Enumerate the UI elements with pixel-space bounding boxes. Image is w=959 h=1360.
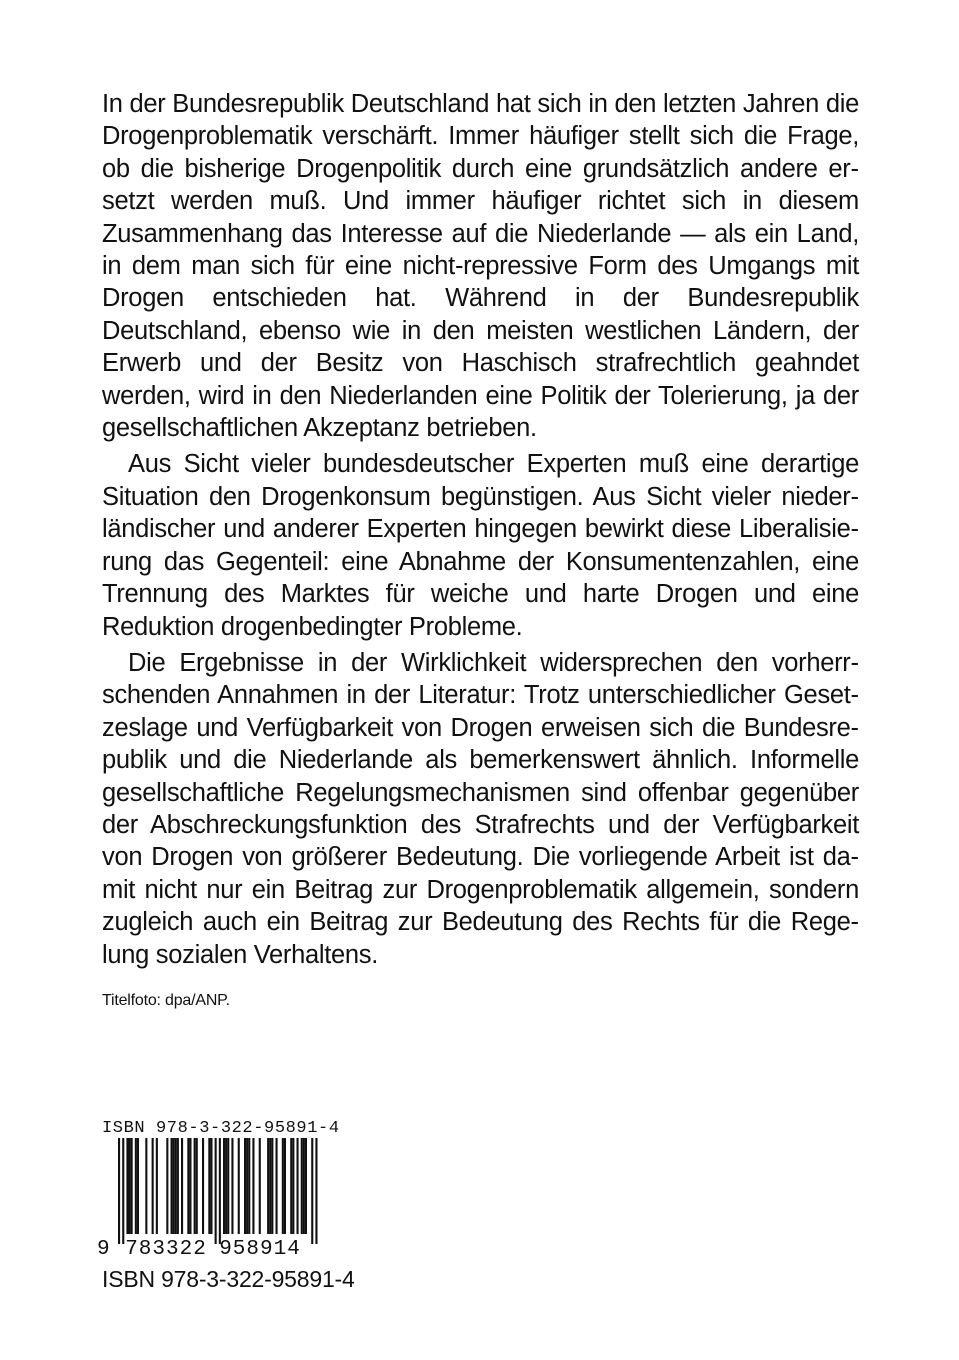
photo-credit: Titelfoto: dpa/ANP.: [102, 992, 230, 1009]
barcode-bars: [118, 1138, 318, 1244]
barcode-bar: [303, 1138, 305, 1234]
barcode-bar: [269, 1138, 271, 1234]
barcode-bar: [301, 1138, 303, 1234]
barcode-bar: [202, 1138, 204, 1234]
barcode-bar: [194, 1138, 196, 1234]
barcode-bar: [173, 1138, 175, 1234]
barcode-bar: [126, 1138, 128, 1234]
barcode-bar: [166, 1138, 168, 1234]
barcode-bar: [131, 1138, 133, 1234]
barcode-left-digits: 783322: [125, 1238, 207, 1260]
barcode-bar: [292, 1138, 294, 1234]
barcode-bar: [181, 1138, 183, 1234]
isbn-footer: ISBN 978-3-322-95891-4: [102, 1266, 355, 1292]
barcode-bar: [231, 1138, 233, 1234]
blurb-paragraph-1: In der Bundesrepublik Deutschland hat sich in den letzten Jahren die Drogenproblematik verschärft. Immer häufiger stellt sich die Frage, ob die bisherige Drogenpolitik durch eine grundsätzlich andere ersetzt werden muß. Und immer häufiger richtet sich in diesem Zusammenhang das Interesse auf die Niederlande — als ein Land, in dem man sich für eine nicht-repressive Form des Umgangs mit Drogen entschieden hat. Während in der Bundesrepublik Deutschland, ebenso wie in den meisten westlichen Ländern, der Erwerb und der Besitz von Haschisch strafrechtlich geahndet werden, wird in den Niederlanden eine Politik der Tolerierung, ja der gesellschaftlichen Akzeptanz betrieben.: [102, 90, 859, 443]
barcode-bar: [196, 1138, 198, 1234]
barcode-bar: [129, 1138, 131, 1234]
barcode-first-digit: 9: [97, 1238, 110, 1260]
barcode-bar: [290, 1138, 292, 1234]
barcode-bar: [267, 1138, 269, 1234]
barcode-bar: [282, 1138, 284, 1234]
barcode-bar: [259, 1138, 261, 1234]
barcode-bar: [175, 1138, 177, 1234]
barcode-bar: [244, 1138, 246, 1234]
barcode-bar: [284, 1138, 286, 1234]
barcode-bar: [271, 1138, 273, 1234]
barcode-bar: [145, 1138, 147, 1234]
blurb-paragraph-2: Aus Sicht vieler bundesdeutscher Experten muß eine derartige Situation den Drogenkonsum begünstigen. Aus Sicht vieler niederländischer und anderer Experten hingegen bewirkt diese Liberalisierung das Gegenteil: eine Abnahme der Konsumentenzahlen, eine Trennung des Marktes für weiche und harte Drogen und eine Reduktion drogenbedingter Probleme.: [102, 450, 859, 641]
blurb-text: [102, 88, 859, 971]
barcode-guard-bar: [315, 1138, 317, 1244]
barcode-guard-bar: [311, 1138, 313, 1244]
barcode-bar: [225, 1138, 227, 1234]
barcode-bar: [137, 1138, 139, 1234]
barcode-graphic: [96, 1138, 332, 1260]
ean-barcode: [96, 1138, 332, 1260]
barcode-bar: [305, 1138, 307, 1234]
barcode-bar: [187, 1138, 189, 1234]
barcode-guard-bar: [215, 1138, 217, 1244]
barcode-bar: [152, 1138, 154, 1234]
blurb-paragraph-3: Die Ergebnisse in der Wirklichkeit widersprechen den vorherrschenden Annahmen in der Literatur: Trotz unterschiedlicher Gesetzeslage und Verfügbarkeit von Drogen erweisen sich die Bundesrepublik und die Niederlande als bemerkenswert ähnlich. Informelle gesellschaftliche Regelungsmechanismen sind offenbar gegenüber der Abschreckungsfunktion des Strafrechts und der Verfügbarkeit von Drogen von größerer Bedeutung. Die vorliegende Arbeit ist damit nicht nur ein Beitrag zur Drogenproblematik allgemein, sondern zugleich auch ein Beitrag zur Bedeutung des Rechts für die Regelung sozialen Verhaltens.: [102, 648, 859, 969]
barcode-bar: [189, 1138, 191, 1234]
barcode-bar: [276, 1138, 278, 1234]
barcode-bar: [223, 1138, 225, 1234]
barcode-guard-bar: [118, 1138, 120, 1244]
barcode-right-digits: 958914: [219, 1238, 301, 1260]
barcode-bar: [248, 1138, 250, 1234]
barcode-bar: [156, 1138, 158, 1234]
barcode-bar: [177, 1138, 179, 1234]
barcode-guard-bar: [219, 1138, 221, 1244]
barcode-guard-bar: [122, 1138, 124, 1244]
barcode-bar: [238, 1138, 240, 1234]
barcode-bar: [210, 1138, 212, 1234]
barcode-bar: [171, 1138, 173, 1234]
barcode-bar: [246, 1138, 248, 1234]
barcode-bar: [208, 1138, 210, 1234]
barcode-bar: [297, 1138, 299, 1234]
barcode-bar: [135, 1138, 137, 1234]
barcode-bar: [227, 1138, 229, 1234]
barcode-bar: [252, 1138, 254, 1234]
barcode-isbn-header: ISBN 978-3-322-95891-4: [102, 1119, 340, 1138]
